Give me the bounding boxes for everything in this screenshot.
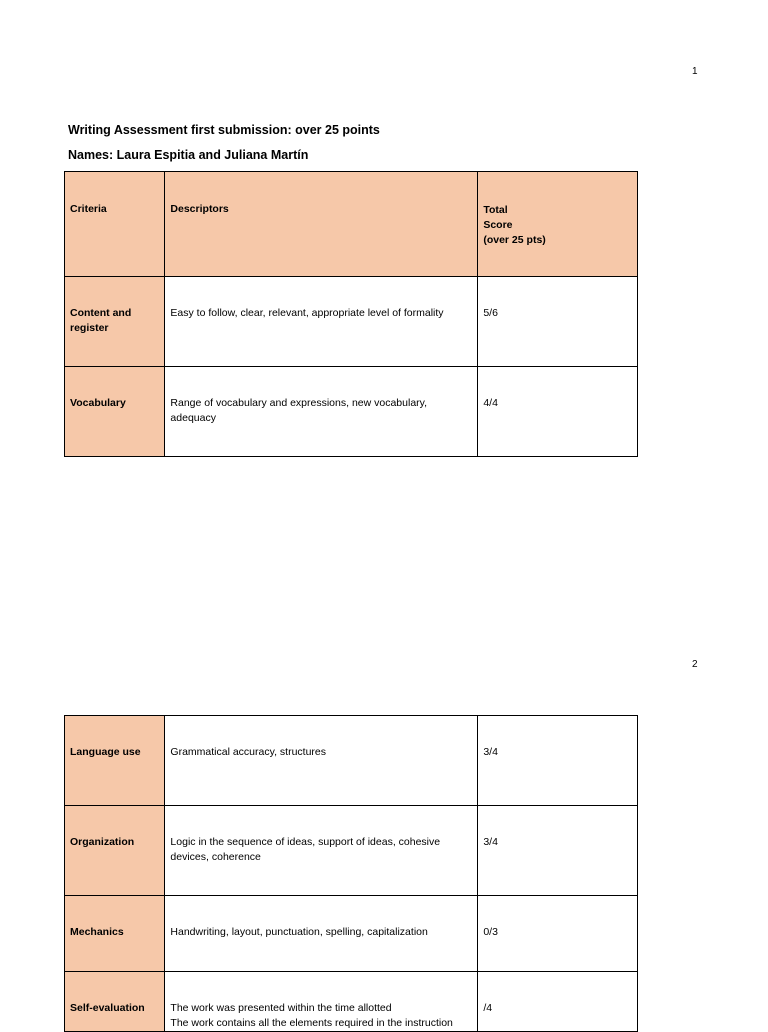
criteria-cell [65,716,165,806]
score-value: 4/4 [483,397,498,409]
descriptor-text: Logic in the sequence of ideas, support of ideas, cohesive devices, coherence [170,836,441,863]
score-cell [478,277,638,367]
criteria-label: Vocabulary [70,397,126,409]
table-row [65,716,638,806]
descriptor-cell [165,972,478,1032]
descriptor-cell [165,367,478,457]
table-row [65,896,638,972]
descriptor-cell [165,806,478,896]
header-score-line3: (over 25 pts) [483,234,546,246]
student-names: Names: Laura Espitia and Juliana Martín [68,148,309,162]
descriptor-text-line1: The work was presented within the time allotted [170,1002,392,1014]
header-descriptors: Descriptors [170,203,229,215]
criteria-cell [65,972,165,1032]
header-criteria: Criteria [70,203,107,215]
table-header-row [65,172,638,277]
score-value: 5/6 [483,307,498,319]
score-cell [478,716,638,806]
criteria-label: Content and register [70,307,132,334]
header-criteria-cell [65,172,165,277]
score-cell [478,896,638,972]
rubric-table-page-2 [64,715,638,1032]
header-score-line1: Total [483,204,508,216]
descriptor-text-line2: The work contains all the elements required in the instruction [170,1017,453,1029]
descriptor-text: Easy to follow, clear, relevant, appropriate level of formality [170,307,444,319]
descriptor-text: Range of vocabulary and expressions, new vocabulary, adequacy [170,397,428,424]
criteria-label: Language use [70,746,141,758]
table-row [65,367,638,457]
descriptor-cell [165,277,478,367]
header-score-cell [478,172,638,277]
descriptor-text: Grammatical accuracy, structures [170,746,327,758]
criteria-cell [65,806,165,896]
table-row [65,972,638,1032]
score-value: /4 [483,1002,493,1014]
criteria-cell [65,277,165,367]
page-number-1: 1 [692,66,698,77]
criteria-cell [65,896,165,972]
criteria-label: Self-evaluation [70,1002,145,1014]
score-value: 3/4 [483,746,498,758]
page-number-2: 2 [692,659,698,670]
descriptor-cell [165,716,478,806]
score-cell [478,367,638,457]
table-row [65,277,638,367]
header-score-line2: Score [483,219,513,231]
header-descriptors-cell [165,172,478,277]
descriptor-text: Handwriting, layout, punctuation, spelling, capitalization [170,926,428,938]
descriptor-cell [165,896,478,972]
score-value: 3/4 [483,836,498,848]
table-row [65,806,638,896]
criteria-label: Organization [70,836,135,848]
score-cell [478,972,638,1032]
document-title: Writing Assessment first submission: over 25 points [68,123,380,137]
rubric-table-page-1 [64,171,638,457]
criteria-label: Mechanics [70,926,124,938]
score-value: 0/3 [483,926,498,938]
score-cell [478,806,638,896]
criteria-cell [65,367,165,457]
